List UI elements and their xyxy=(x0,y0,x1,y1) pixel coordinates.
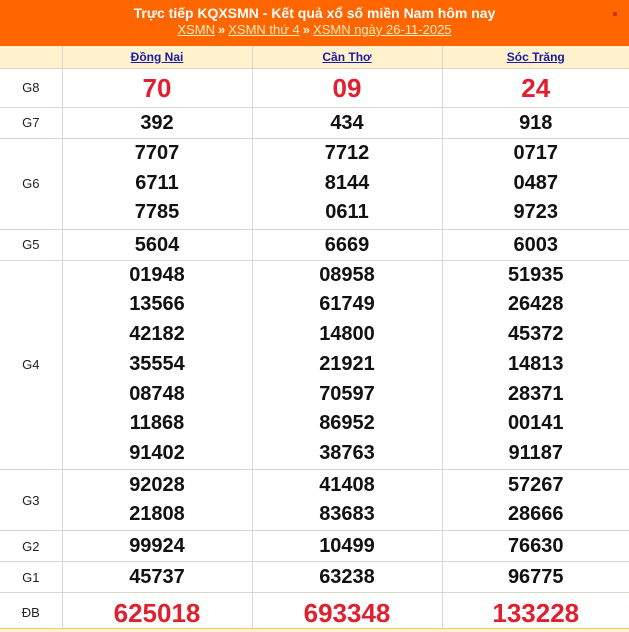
prize-number: 0487 xyxy=(513,171,558,194)
prize-column-header xyxy=(0,46,62,68)
prize-cell xyxy=(62,138,252,229)
prize-number: 28666 xyxy=(507,503,564,526)
prize-number: 08958 xyxy=(319,263,375,286)
prize-label: G7 xyxy=(0,107,62,138)
prize-cell xyxy=(62,593,252,632)
prize-number: 57267 xyxy=(507,473,564,496)
prize-cell xyxy=(252,107,442,138)
prize-number: 7707 xyxy=(134,142,180,165)
prize-number: 6003 xyxy=(513,233,558,256)
table-row xyxy=(0,107,629,138)
breadcrumb-link-xsmn-thu-4[interactable]: XSMN thứ 4 xyxy=(228,22,300,37)
prize-number: 6669 xyxy=(324,233,370,256)
table-row xyxy=(0,562,629,593)
prize-number: 24 xyxy=(521,72,551,103)
prize-number: 0717 xyxy=(513,142,558,165)
prize-label: ĐB xyxy=(0,593,62,632)
province-header xyxy=(442,46,629,68)
prize-cell xyxy=(62,229,252,260)
breadcrumb-separator: » xyxy=(218,22,226,37)
prize-number: 45737 xyxy=(129,566,185,589)
prize-cell xyxy=(62,531,252,562)
prize-label: G1 xyxy=(0,562,62,593)
table-row xyxy=(0,470,629,531)
prize-cell xyxy=(62,68,252,107)
prize-number: 693348 xyxy=(303,597,391,628)
prize-number: 99924 xyxy=(129,535,185,558)
prize-number: 6711 xyxy=(135,171,179,194)
prize-number: 76630 xyxy=(507,535,564,558)
table-row xyxy=(0,229,629,260)
province-header xyxy=(252,46,442,68)
prize-number: 91402 xyxy=(129,442,185,465)
prize-number: 83683 xyxy=(319,503,375,526)
province-header xyxy=(62,46,252,68)
prize-cell xyxy=(442,260,629,470)
prize-cell xyxy=(252,68,442,107)
prize-number: 63238 xyxy=(319,566,375,589)
breadcrumb-separator: » xyxy=(302,22,311,37)
breadcrumb-link-xsmn[interactable]: XSMN xyxy=(177,22,215,37)
prize-label: G2 xyxy=(0,531,62,562)
prize-rows xyxy=(0,68,629,632)
breadcrumb-link-xsmn-date[interactable]: XSMN ngày 26-11-2025 xyxy=(313,22,452,37)
results-table xyxy=(0,46,629,632)
prize-cell xyxy=(252,229,442,260)
prize-number: 26428 xyxy=(507,293,564,316)
table-header-row xyxy=(0,46,629,68)
prize-number: 7712 xyxy=(324,142,370,165)
prize-label: G5 xyxy=(0,229,62,260)
breadcrumb xyxy=(0,22,629,38)
prize-cell xyxy=(62,470,252,531)
prize-number: 91187 xyxy=(508,442,563,465)
table-row xyxy=(0,68,629,107)
page-title: Trực tiếp KQXSMN - Kết quả xổ số miền Nam hôm nay xyxy=(133,5,496,21)
prize-number: 434 xyxy=(330,111,364,134)
prize-cell xyxy=(442,562,629,593)
prize-cell xyxy=(252,531,442,562)
prize-label: G3 xyxy=(0,470,62,531)
table-row xyxy=(0,138,629,229)
prize-number: 08748 xyxy=(129,382,185,405)
prize-cell xyxy=(62,260,252,470)
prize-cell xyxy=(252,260,442,470)
prize-cell xyxy=(252,593,442,632)
prize-label: G4 xyxy=(0,260,62,470)
prize-number: 01948 xyxy=(129,263,185,286)
prize-cell xyxy=(442,470,629,531)
prize-number: 28371 xyxy=(507,382,564,405)
prize-label: G8 xyxy=(0,68,62,107)
prize-number: 70597 xyxy=(319,382,375,405)
prize-number: 38763 xyxy=(319,442,375,465)
prize-number: 42182 xyxy=(129,323,185,346)
prize-number: 35554 xyxy=(129,352,185,375)
prize-cell xyxy=(442,229,629,260)
province-link-soc-trang[interactable]: Sóc Trăng xyxy=(506,49,565,64)
prize-number: 13566 xyxy=(129,293,185,316)
prize-number: 8144 xyxy=(324,171,370,194)
prize-cell xyxy=(62,562,252,593)
prize-cell xyxy=(252,470,442,531)
prize-number: 96775 xyxy=(507,566,564,589)
prize-cell xyxy=(442,593,629,632)
prize-cell xyxy=(442,68,629,107)
prize-cell xyxy=(252,138,442,229)
prize-number: 86952 xyxy=(319,412,375,435)
prize-number: 92028 xyxy=(129,473,185,496)
prize-cell xyxy=(442,531,629,562)
prize-number: 5604 xyxy=(134,233,180,256)
prize-number: 10499 xyxy=(319,535,375,558)
prize-number: 70 xyxy=(142,72,172,103)
prize-number: 51935 xyxy=(507,263,564,286)
prize-number: 625018 xyxy=(113,597,201,628)
prize-number: 61749 xyxy=(319,293,375,316)
prize-number: 09 xyxy=(332,72,362,103)
prize-cell xyxy=(442,138,629,229)
prize-number: 45372 xyxy=(507,323,564,346)
prize-number: 00141 xyxy=(507,412,564,435)
prize-cell xyxy=(62,107,252,138)
province-link-dong-nai[interactable]: Đồng Nai xyxy=(130,49,184,64)
prize-cell xyxy=(442,107,629,138)
table-row xyxy=(0,531,629,562)
dot-icon xyxy=(613,12,617,16)
prize-number: 133228 xyxy=(492,597,580,628)
footer-strip xyxy=(0,628,629,632)
prize-cell xyxy=(252,562,442,593)
province-link-can-tho[interactable]: Cần Thơ xyxy=(322,49,372,64)
table-row xyxy=(0,593,629,632)
prize-number: 7785 xyxy=(134,201,180,224)
prize-number: 14800 xyxy=(319,323,375,346)
prize-number: 11868 xyxy=(129,412,185,435)
prize-number: 918 xyxy=(519,111,553,134)
table-row xyxy=(0,260,629,470)
prize-number: 9723 xyxy=(513,201,558,224)
page-banner xyxy=(0,0,629,46)
prize-number: 21921 xyxy=(319,352,375,375)
prize-number: 0611 xyxy=(325,201,369,224)
prize-number: 41408 xyxy=(319,473,375,496)
prize-label: G6 xyxy=(0,138,62,229)
prize-number: 21808 xyxy=(129,503,185,526)
prize-number: 392 xyxy=(140,111,174,134)
prize-number: 14813 xyxy=(507,352,564,375)
